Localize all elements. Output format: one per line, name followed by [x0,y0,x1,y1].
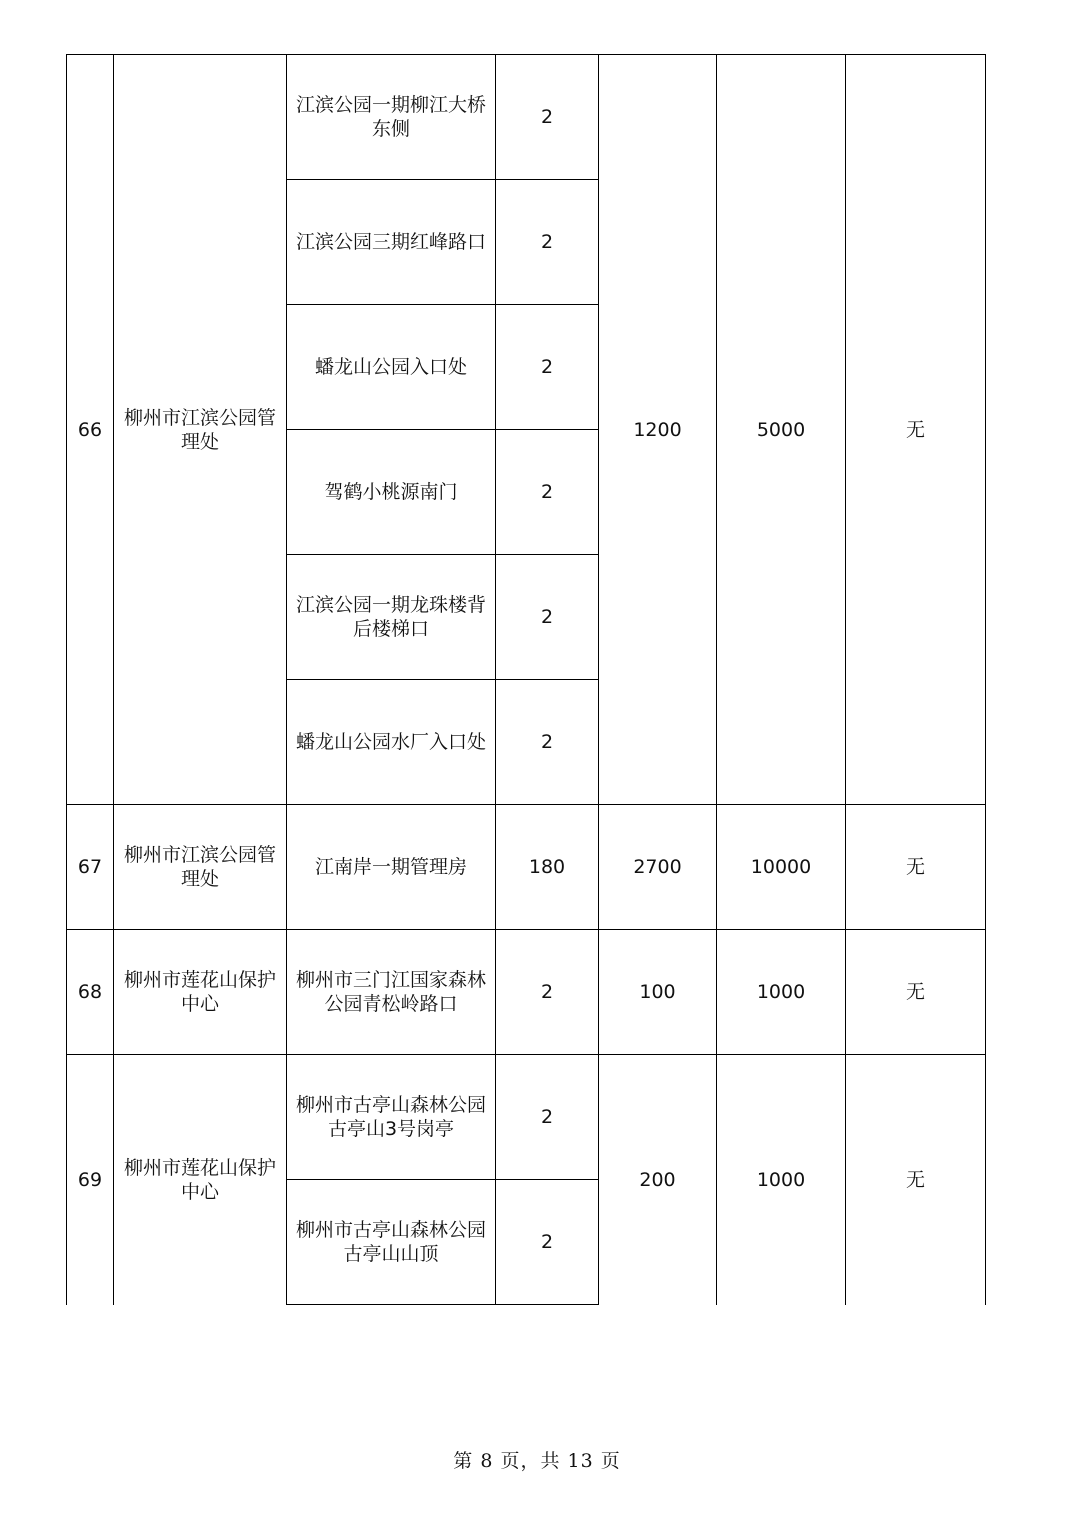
value-a-cell: 100 [599,930,717,1055]
value-b-cell: 1000 [717,930,846,1055]
value-b-cell: 5000 [717,55,846,805]
location-cell: 江滨公园一期柳江大桥东侧 [287,55,496,180]
remark-cell: 无 [846,930,986,1055]
remark-cell: 无 [846,1055,986,1305]
location-cell: 柳州市三门江国家森林公园青松岭路口 [287,930,496,1055]
count-cell: 2 [496,55,599,180]
value-a-cell: 2700 [599,805,717,930]
unit-cell: 柳州市莲花山保护中心 [114,930,287,1055]
count-cell: 2 [496,180,599,305]
table-row [67,930,986,1055]
remark-cell: 无 [846,55,986,805]
row-number-cell: 66 [67,55,114,805]
row-number-cell: 68 [67,930,114,1055]
data-table [66,54,986,1305]
count-cell: 2 [496,1055,599,1180]
location-cell: 蟠龙山公园入口处 [287,305,496,430]
value-b-cell: 10000 [717,805,846,930]
count-cell: 2 [496,930,599,1055]
table-row [67,805,986,930]
table-body [67,55,986,1305]
count-cell: 2 [496,430,599,555]
location-cell: 江南岸一期管理房 [287,805,496,930]
value-a-cell: 1200 [599,55,717,805]
value-a-cell: 200 [599,1055,717,1305]
unit-cell: 柳州市江滨公园管理处 [114,55,287,805]
count-cell: 2 [496,555,599,680]
table-row [67,55,986,180]
count-cell: 180 [496,805,599,930]
location-cell: 江滨公园三期红峰路口 [287,180,496,305]
row-number-cell: 69 [67,1055,114,1305]
count-cell: 2 [496,1180,599,1305]
location-cell: 柳州市古亭山森林公园古亭山3号岗亭 [287,1055,496,1180]
count-cell: 2 [496,305,599,430]
row-number-cell: 67 [67,805,114,930]
location-cell: 柳州市古亭山森林公园古亭山山顶 [287,1180,496,1305]
table-row [67,1055,986,1180]
location-cell: 蟠龙山公园水厂入口处 [287,680,496,805]
unit-cell: 柳州市江滨公园管理处 [114,805,287,930]
location-cell: 驾鹤小桃源南门 [287,430,496,555]
value-b-cell: 1000 [717,1055,846,1305]
page-footer: 第 8 页，共 13 页 [453,1450,621,1472]
location-cell: 江滨公园一期龙珠楼背后楼梯口 [287,555,496,680]
remark-cell: 无 [846,805,986,930]
count-cell: 2 [496,680,599,805]
unit-cell: 柳州市莲花山保护中心 [114,1055,287,1305]
